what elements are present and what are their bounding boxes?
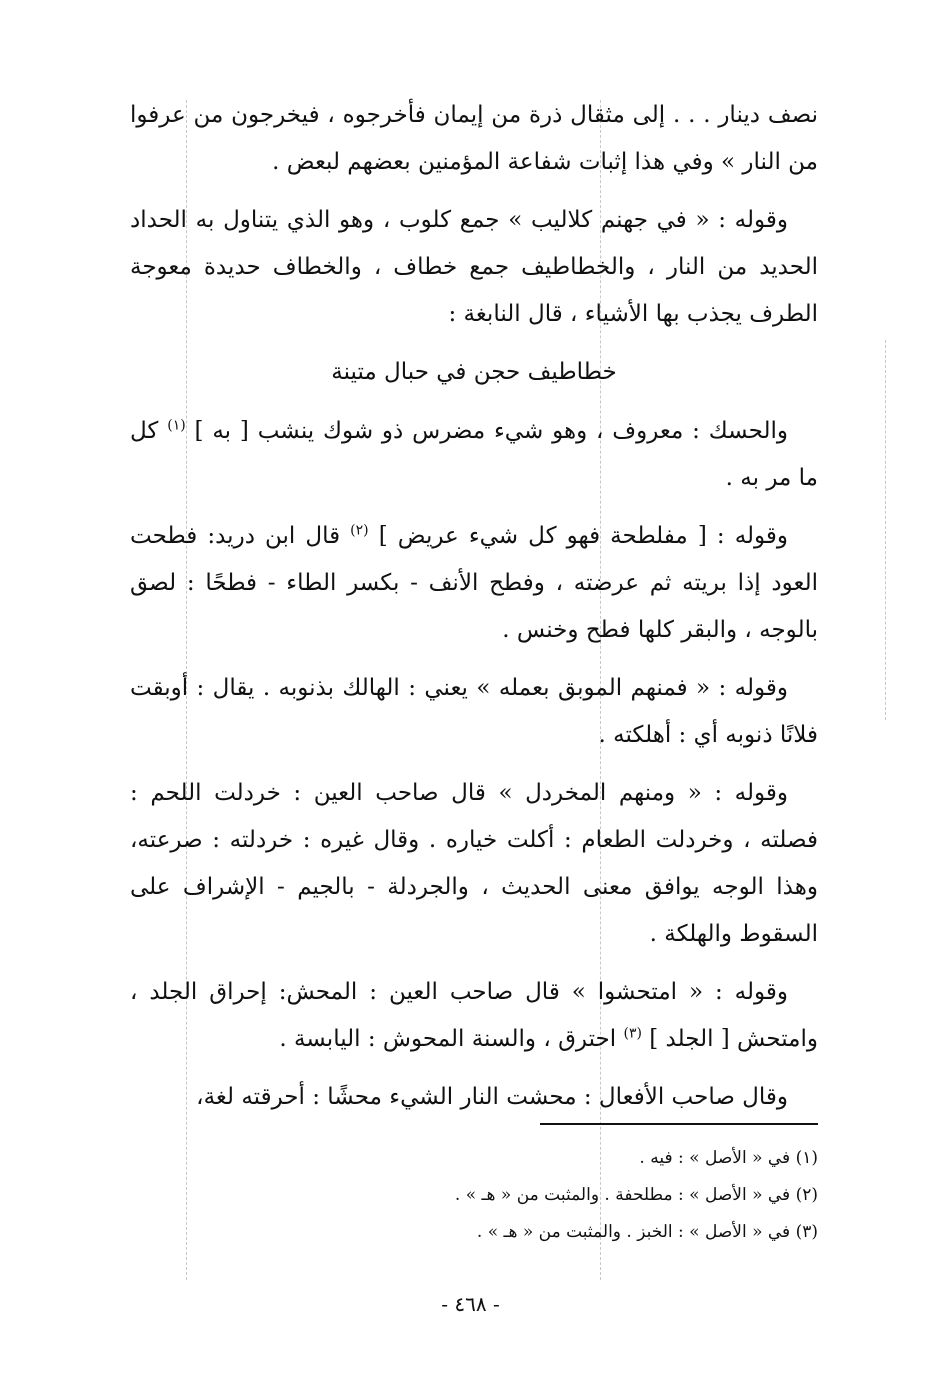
paragraph-3 bbox=[130, 408, 818, 502]
paragraph-7 bbox=[130, 969, 818, 1063]
footnote-separator bbox=[540, 1123, 818, 1125]
footnote-1: (١) في « الأصل » : فيه . bbox=[639, 1148, 818, 1168]
footnote-2: (٢) في « الأصل » : مطلحفة . والمثبت من « هـ » . bbox=[454, 1185, 818, 1205]
footnote-ref-3: (٣) bbox=[623, 1025, 642, 1042]
paragraph-3-text-a: والحسك : معروف ، وهو شيء مضرس ذو شوك ينشب [ به ] bbox=[194, 418, 789, 444]
footnote-ref-1: (١) bbox=[167, 417, 186, 434]
paragraph-8: وقال صاحب الأفعال : محشت النار الشيء محشًا : أحرقته لغة، bbox=[196, 1084, 788, 1110]
paragraph-7-text-a: وقوله : « امتحشوا » قال صاحب العين : المحش: إحراق الجلد ، وامتحش [ الجلد ] bbox=[130, 979, 818, 1052]
page-number: - ٤٦٨ - bbox=[441, 1292, 500, 1316]
paragraph-4-text-b: قال ابن دريد: فطحت العود إذا بريته ثم عرضته ، وفطح الأنف - بكسر الطاء - فطحًا : لصق بالوجه ، والبقر كلها فطح وخنس . bbox=[130, 523, 818, 643]
footnote-ref-2: (٢) bbox=[350, 522, 369, 539]
paragraph-7-text-b: احترق ، والسنة المحوش : اليابسة . bbox=[279, 1026, 617, 1052]
paragraph-5: وقوله : « فمنهم الموبق بعمله » يعني : الهالك بذنوبه . يقال : أوبقت فلانًا ذنوبه أي : أهلكته . bbox=[130, 675, 818, 748]
paragraph-4 bbox=[130, 513, 818, 654]
paragraph-1: نصف دينار . . . إلى مثقال ذرة من إيمان فأخرجوه ، فيخرجون من عرفوا من النار » وفي هذا إثبات شفاعة المؤمنين بعضهم لبعض . bbox=[130, 102, 818, 175]
poetry-verse: خطاطيف حجن في حبال متينة bbox=[331, 359, 617, 385]
paragraph-6: وقوله : « ومنهم المخردل » قال صاحب العين : خردلت اللحم : فصلته ، وخردلت الطعام : أكلت خياره . وقال غيره : خردلته : صرعته، وهذا الوجه يوافق معنى الحديث ، والجردلة - بالجيم - الإشراف على السقوط والهلكة . bbox=[130, 780, 818, 947]
main-text bbox=[130, 92, 818, 1132]
scan-artifact-line bbox=[885, 340, 886, 720]
footnote-3: (٣) في « الأصل » : الخبز . والمثبت من « هـ » . bbox=[476, 1222, 818, 1242]
paragraph-2: وقوله : « في جهنم كلاليب » جمع كلوب ، وهو الذي يتناول به الحداد الحديد من النار ، والخطاطيف جمع خطاف ، والخطاف حديدة معوجة الطرف يجذب بها الأشياء ، قال النابغة : bbox=[130, 207, 818, 327]
footnotes bbox=[260, 1140, 818, 1251]
paragraph-3-text-b: كل ما مر به . bbox=[130, 418, 818, 491]
paragraph-4-text-a: وقوله : [ مفلطحة فهو كل شيء عريض ] bbox=[378, 523, 789, 549]
